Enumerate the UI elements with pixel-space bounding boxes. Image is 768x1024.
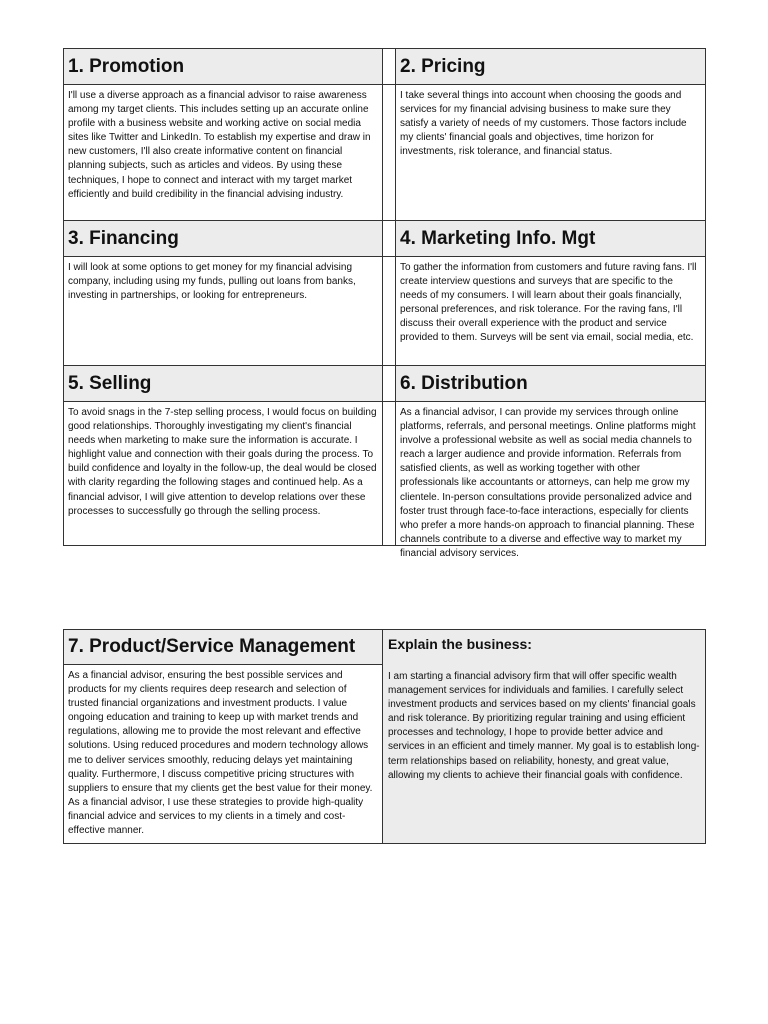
section-text-distribution: As a financial advisor, I can provide my services through online platforms, referrals, and personal meetings. Online platforms might involve a professional website as well as social media channels to reach a larger audience and provide information. Referrals from satisfied clients, as well as working together with other professionals like accountants or attorneys, can help me grow my clientele. In-person consultations provide personalized advice and foster trust through face-to-face interactions, especially for clients who prefer a more hands-on approach to financial planning. These channels contribute to a diverse and effective way to market my financial advisory services. xyxy=(400,407,696,559)
marketing-plan-grid xyxy=(63,48,706,559)
section-text-marketing-info: To gather the information from customers and future raving fans. I'll create interview questions and surveys that are specific to the needs of my consumers. I will learn about their goals financially, personal preferences, and risk tolerance. For the raving fans, I'll discuss their overall experience with the product and service provided to them. Surveys will be sent via email, social media, etc. xyxy=(396,257,705,366)
explain-business-cell xyxy=(383,630,705,843)
column-spacer xyxy=(383,402,396,545)
column-spacer xyxy=(383,49,396,85)
section-title-promotion: 1. Promotion xyxy=(64,49,383,85)
section-text-promotion: I'll use a diverse approach as a financial advisor to raise awareness among my target clients. This includes setting up an accurate online profile with a business website and working active on social media sites like Twitter and LinkedIn. To establish my expertise and draw in new customers, I'll also create informative content on financial planning subjects, such as articles and videos. By using these techniques, I hope to connect and interact with my target market efficiently and build credibility in the financial advising industry. xyxy=(64,85,383,221)
column-spacer xyxy=(383,257,396,366)
grid-row xyxy=(64,366,705,402)
section-title-financing: 3. Financing xyxy=(64,221,383,257)
grid-row xyxy=(64,85,705,221)
product-management-table xyxy=(63,629,706,844)
section-text-financing: I will look at some options to get money for my financial advising company, including using my funds, pulling out loans from banks, investing in partnerships, or looking for entrepreneurs. xyxy=(64,257,383,366)
section-title-selling: 5. Selling xyxy=(64,366,383,402)
explain-business-text: I am starting a financial advisory firm that will offer specific wealth management services for individuals and families. I carefully select investment products and services based on my clients' financial goals and risk tolerance. By prioritizing regular training and using efficient processes and technology, I hope to provide better advice and services in an efficient and timely manner. My goal is to establish long-term relationships based on reliability, honesty, and great value, allowing my clients to achieve their financial goals with confidence. xyxy=(388,671,700,781)
section-title-pricing: 2. Pricing xyxy=(396,49,705,85)
section-text-pricing: I take several things into account when choosing the goods and services for my financial advising business to make sure they satisfy a variety of needs of my customers. Those factors include my clients' financial goals and objectives, time horizon for investments, risk tolerance, and financial status. xyxy=(396,85,705,221)
column-spacer xyxy=(383,366,396,402)
grid-row xyxy=(64,49,705,85)
column-spacer xyxy=(383,85,396,221)
grid-row xyxy=(64,257,705,366)
section-title-distribution: 6. Distribution xyxy=(396,366,705,402)
product-management-cell xyxy=(64,630,383,843)
section-text-product-management: As a financial advisor, ensuring the best possible services and products for my clients requires deep research and selection of trusted financial organizations and investment products. I value ongoing education and training to keep up with market trends and regulations, allowing me to provide the most relevant and effective solutions. Using reduced procedures and modern technology allows me to deliver services smoothly, reducing delays yet maintaining quality. Furthermore, I discuss competitive pricing structures with suppliers to ensure that my clients get the best value for their money. As a financial advisor, I use these strategies to provide high-quality financial advice and services to my clients in a timely and cost-effective manner. xyxy=(68,670,373,837)
explain-business-title: Explain the business: xyxy=(388,636,532,652)
grid-row xyxy=(64,221,705,257)
section-text-selling: To avoid snags in the 7-step selling process, I would focus on building good relationships. Thoroughly investigating my client's financial needs when marketing to make sure the information is accurate. I highlight value and connection with their goals during the process. To build confidence and loyalty in the follow-up, the deal would be closed with clarity regarding the following stages and continued help. As a financial advisor, I will give attention to develop relations over these processes to successfully go through the selling process. xyxy=(64,402,383,545)
column-spacer xyxy=(383,221,396,257)
section-title-marketing-info: 4. Marketing Info. Mgt xyxy=(396,221,705,257)
section-title-product-management: 7. Product/Service Management xyxy=(64,630,382,665)
grid-row xyxy=(64,402,705,559)
